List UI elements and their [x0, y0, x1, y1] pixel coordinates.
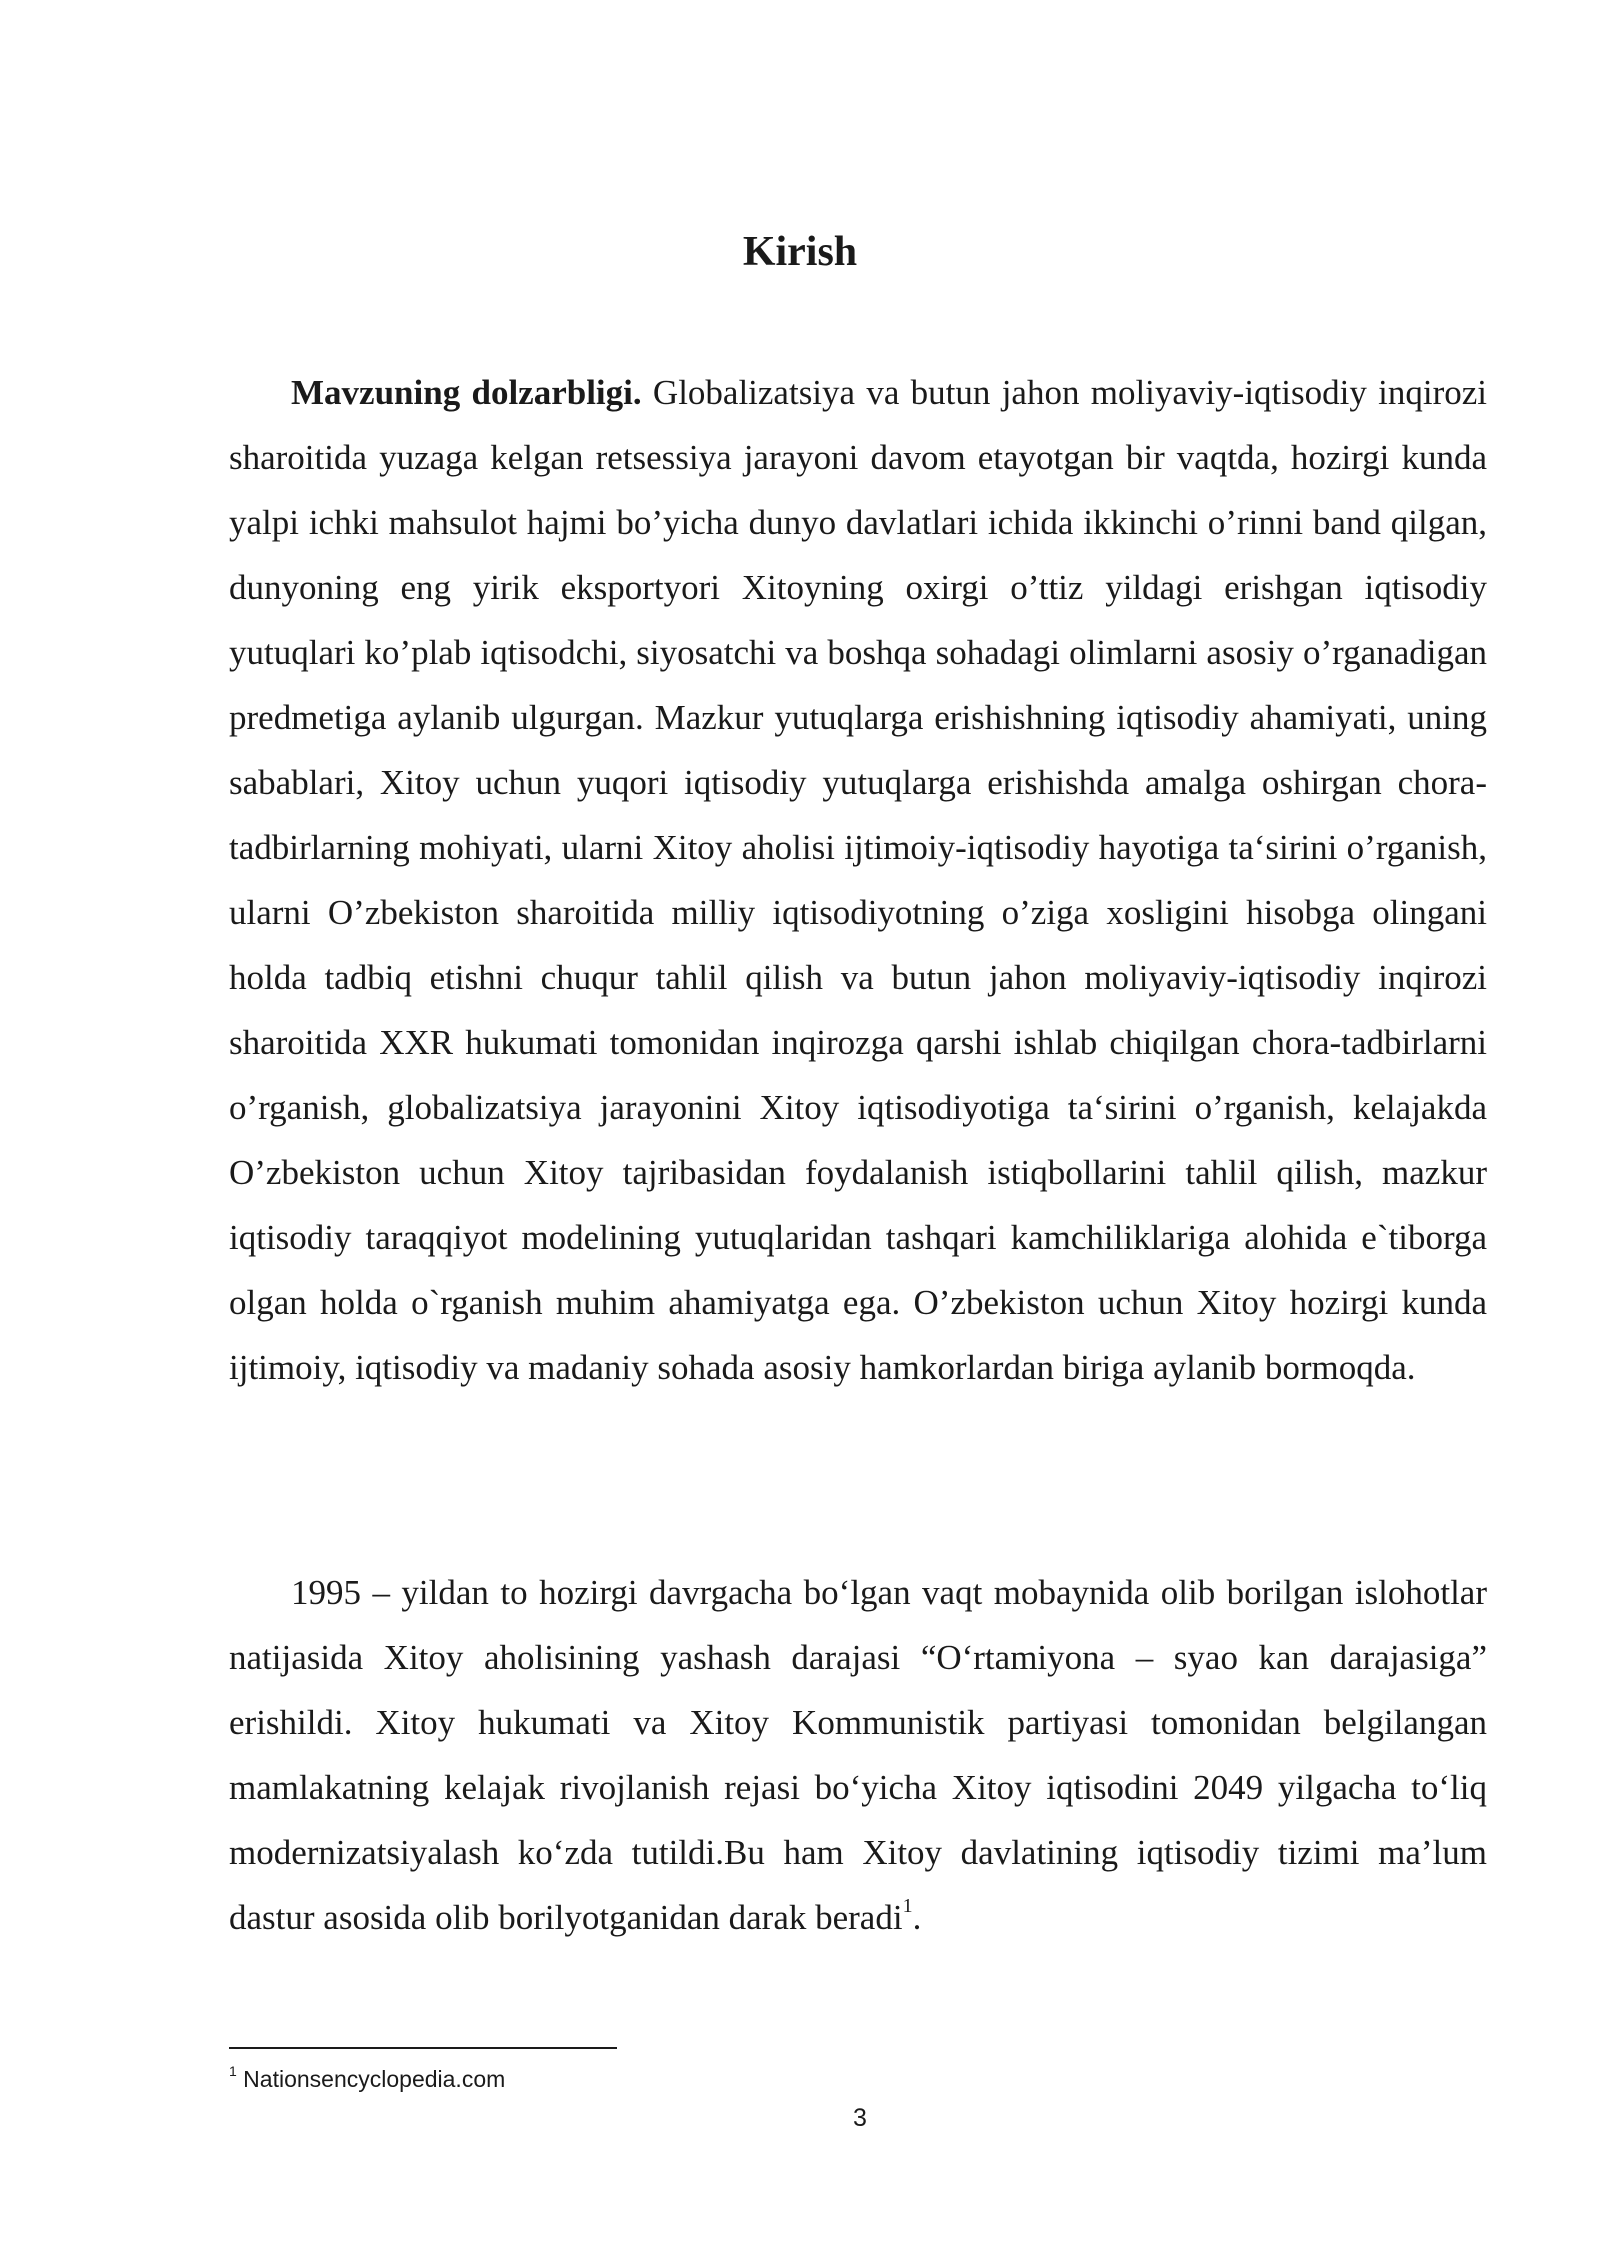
page-number: 3: [853, 2104, 867, 2132]
page-title: Kirish: [742, 229, 858, 275]
footnote-reference[interactable]: 1: [902, 1895, 913, 1918]
footnote-separator: [229, 2047, 617, 2049]
paragraph-relevance: [229, 360, 1487, 1400]
paragraph-text: 1995 – yildan to hozirgi davrgacha bo‘lgan vaqt mobaynida olib borilgan islohotlar natijasida Xitoy aholisining yashash darajasi “O‘rtamiyona – syao kan darajasiga” erishildi. Xitoy hukumati va Xitoy Kommunistik partiyasi tomonidan belgilangan mamlakatning kelajak rivojlanish rejasi bo‘yicha Xitoy iqtisodini 2049 yilgacha to‘liq modernizatsiyalash ko‘zda tutildi.Bu ham Xitoy davlatining iqtisodiy tizimi ma’lum dastur asosida olib borilyotganidan darak beradi: [229, 1573, 1487, 1937]
paragraph-text: Globalizatsiya va butun jahon moliyaviy-iqtisodiy inqirozi sharoitida yuzaga kelgan retsessiya jarayoni davom etayotgan bir vaqtda, hozirgi kunda yalpi ichki mahsulot hajmi bo’yicha dunyo davlatlari ichida ikkinchi o’rinni band qilgan, dunyoning eng yirik eksportyori Xitoyning oxirgi o’ttiz yildagi erishgan iqtisodiy yutuqlari ko’plab iqtisodchi, siyosatchi va boshqa sohadagi olimlarni asosiy o’rganadigan predmetiga aylanib ulgurgan. Mazkur yutuqlarga erishishning iqtisodiy ahamiyati, uning sabablari, Xitoy uchun yuqori iqtisodiy yutuqlarga erishishda amalga oshirgan chora-tadbirlarning mohiyati, ularni Xitoy aholisi ijtimoiy-iqtisodiy hayotiga ta‘sirini o’rganish, ularni O’zbekiston sharoitida milliy iqtisodiyotning o’ziga xosligini hisobga olingani holda tadbiq etishni chuqur tahlil qilish va butun jahon moliyaviy-iqtisodiy inqirozi sharoitida XXR hukumati tomonidan inqirozga qarshi ishlab chiqilgan chora-tadbirlarni o’rganish, globalizatsiya jarayonini Xitoy iqtisodiyotiga ta‘sirini o’rganish, kelajakda O’zbekiston uchun Xitoy tajribasidan foydalanish istiqbollarini tahlil qilish, mazkur iqtisodiy taraqqiyot modelining yutuqlaridan tashqari kamchiliklariga alohida e`tiborga olgan holda o`rganish muhim ahamiyatga ega. O’zbekiston uchun Xitoy hozirgi kunda ijtimoiy, iqtisodiy va madaniy sohada asosiy hamkorlardan biriga aylanib bormoqda.: [229, 373, 1487, 1387]
paragraph-end: .: [912, 1898, 922, 1937]
paragraph-lead: Mavzuning dolzarbligi.: [291, 373, 642, 412]
footnote-marker: 1: [229, 2063, 237, 2080]
footnote-text: Nationsencyclopedia.com: [236, 2066, 506, 2092]
paragraph-reforms: [229, 1560, 1487, 1950]
footnote: [229, 2064, 505, 2094]
